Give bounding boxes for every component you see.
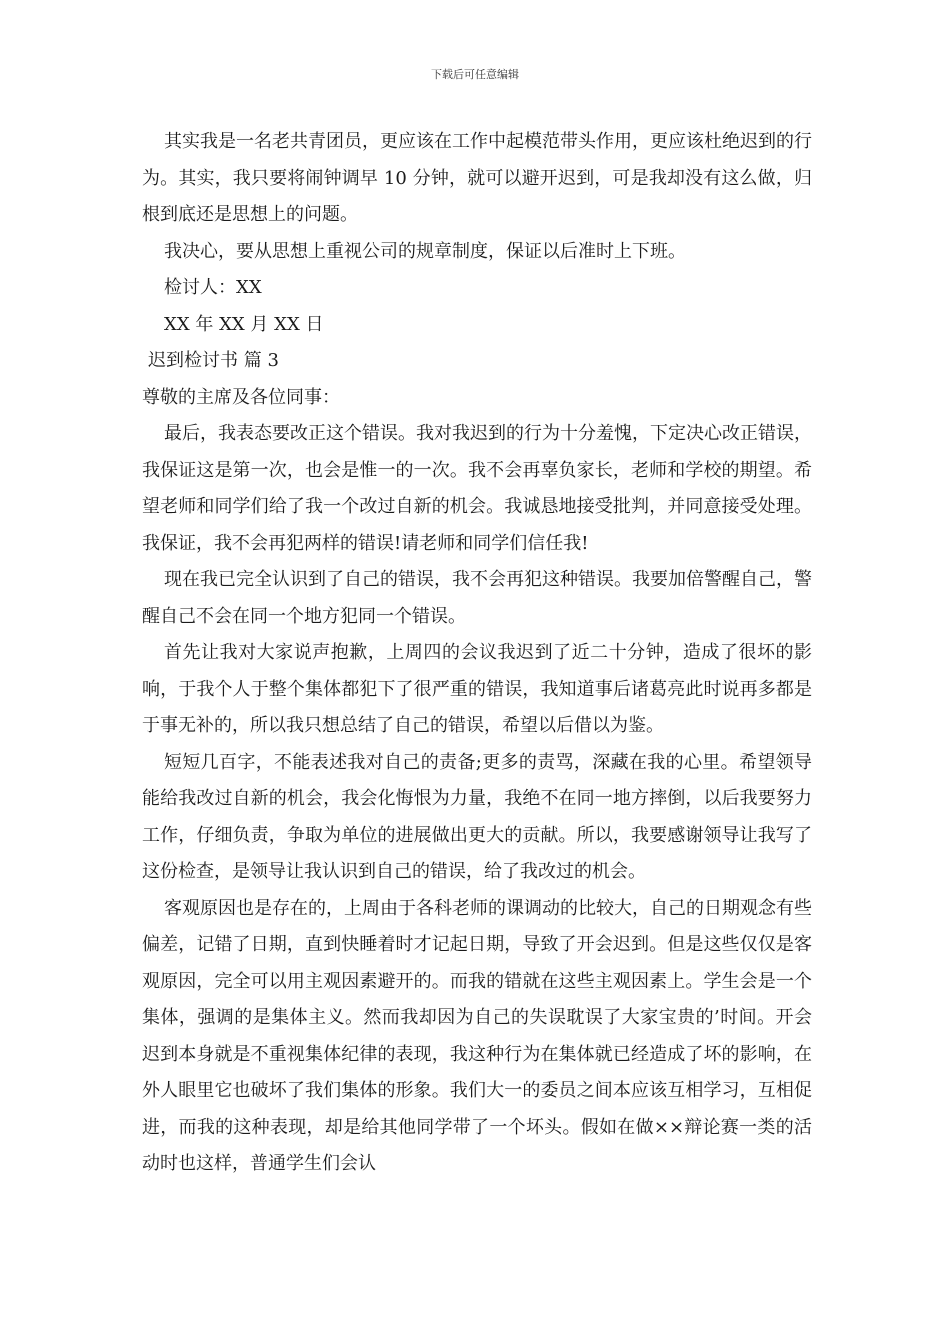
paragraph-short-words: 短短几百字，不能表述我对自己的责备;更多的责骂，深藏在我的心里。希望领导能给我改过自新的机会，我会化悔恨为力量，我绝不在同一地方摔倒，以后我要努力工作，仔细负责，争取为单位的进展做出更大的贡献。所以，我要感谢领导让我写了这份检查，是领导让我认识到自己的错误，给了我改过的机会。 [142, 751, 812, 882]
paragraph-resolution: 我决心，要从思想上重视公司的规章制度，保证以后准时上下班。 [164, 240, 686, 262]
paragraph-objective-reasons: 客观原因也是存在的，上周由于各科老师的课调动的比较大，自己的日期观念有些偏差，记错了日期，直到快睡着时才记起日期，导致了开会迟到。但是这些仅仅是客观原因，完全可以用主观因素避开的。而我的错就在这些主观因素上。学生会是一个集体，强调的是集体主义。然而我却因为自己的失误耽误了大家宝贵的’时间。开会迟到本身就是不重视集体纪律的表现，我这种行为在集体就已经造成了坏的影响，在外人眼里它也破坏了我们集体的形象。我们大一的委员之间本应该互相学习，互相促进，而我的这种表现，却是给其他同学带了一个坏头。假如在做××辩论赛一类的活动时也这样，普通学生们会认 [142, 897, 812, 1174]
page-header: 下载后可任意编辑 [431, 68, 519, 81]
paragraph-now-aware: 现在我已完全认识到了自己的错误，我不会再犯这种错误。我要加倍警醒自己，警醒自己不会在同一个地方犯同一个错误。 [142, 569, 812, 627]
date-line: XX 年 XX 月 XX 日 [164, 313, 324, 335]
salutation: 尊敬的主席及各位同事： [142, 386, 340, 408]
paragraph-communist-youth: 其实我是一名老共青团员，更应该在工作中起模范带头作用，更应该杜绝迟到的行为。其实，我只要将闹钟调早 10 分钟，就可以避开迟到，可是我却没有这么做，归根到底还是思想上的问题。 [142, 131, 812, 225]
section-title: 迟到检讨书 篇 3 [148, 350, 279, 371]
signature-line: 检讨人：XX [164, 277, 262, 298]
document-body [142, 124, 812, 1183]
paragraph-finally: 最后，我表态要改正这个错误。我对我迟到的行为十分羞愧，下定决心改正错误，我保证这是第一次，也会是惟一的一次。我不会再辜负家长，老师和学校的期望。希望老师和同学们给了我一个改过自新的机会。我诚恳地接受批判，并同意接受处理。我保证，我不会再犯两样的错误!请老师和同学们信任我! [142, 423, 812, 554]
paragraph-apology: 首先让我对大家说声抱歉，上周四的会议我迟到了近二十分钟，造成了很坏的影响，于我个人于整个集体都犯下了很严重的错误，我知道事后诸葛亮此时说再多都是于事无补的，所以我只想总结了自己的错误，希望以后借以为鉴。 [142, 642, 812, 736]
